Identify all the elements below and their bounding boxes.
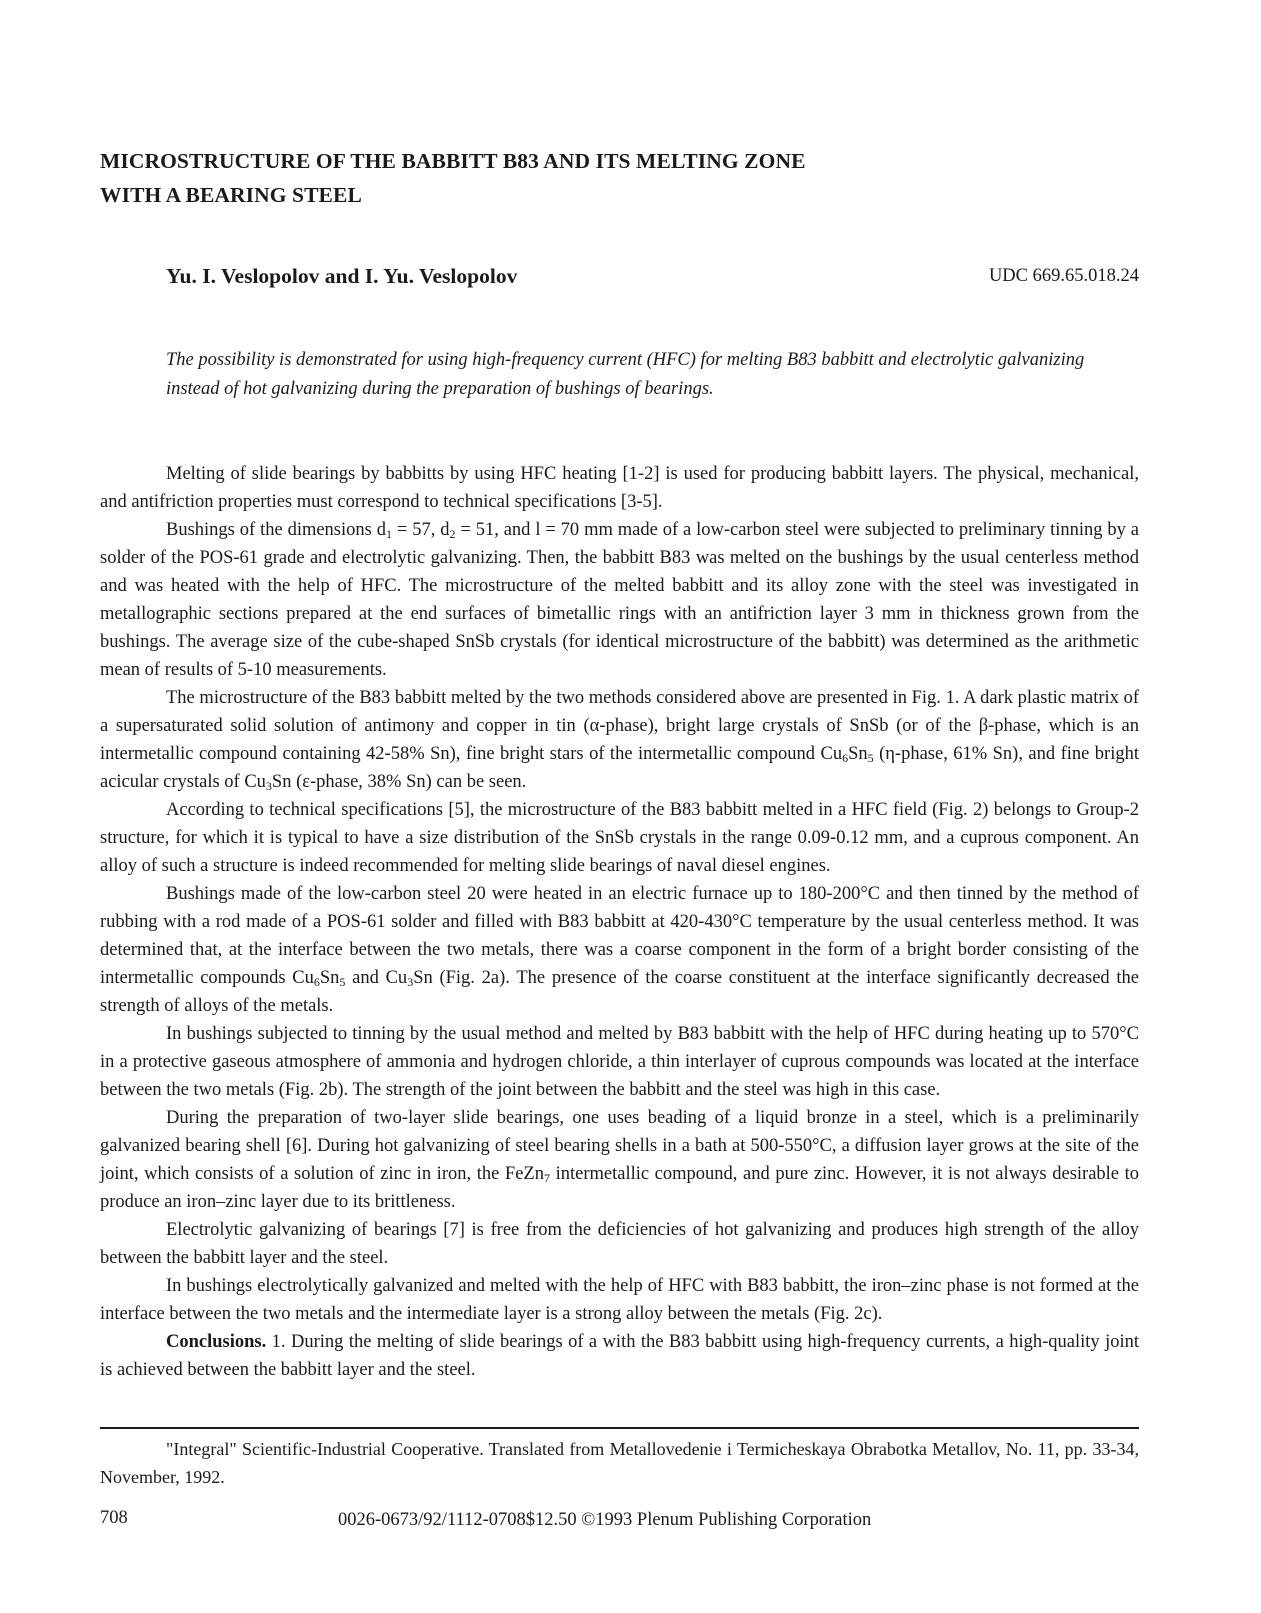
publisher-imprint: 0026-0673/92/1112-0708$12.50 ©1993 Plenum Publishing Corporation	[338, 1510, 872, 1530]
conclusions-heading: Conclusions.	[166, 1332, 267, 1352]
article-title	[100, 144, 1100, 212]
abstract: The possibility is demonstrated for using high-frequency current (HFC) for melting B83 babbitt and electrolytic galvanizing instead of hot galvanizing during the preparation of bushings of bearings.	[166, 350, 1085, 399]
udc-code: UDC 669.65.018.24	[988, 266, 1139, 286]
title-line-2: WITH A BEARING STEEL	[100, 183, 362, 207]
title-line-1: MICROSTRUCTURE OF THE BABBITT B83 AND ITS MELTING ZONE	[100, 149, 806, 173]
authors: Yu. I. Veslopolov and I. Yu. Veslopolov	[166, 264, 518, 288]
conclusions-paragraph: Conclusions. 1. During the melting of slide bearings of a with the B83 babbitt using high-frequency currents, a high-quality joint is achieved between the babbitt layer and the steel.	[100, 1332, 1139, 1380]
paragraph-8: Electrolytic galvanizing of bearings [7] is free from the deficiencies of hot galvanizing and produces high strength of the alloy between the babbitt layer and the steel.	[100, 1220, 1139, 1268]
paragraph-7: During the preparation of two-layer slide bearings, one uses beading of a liquid bronze in a steel, which is a preliminarily galvanized bearing shell [6]. During hot galvanizing of steel bearing shells in a bath at 500-550°C, a diffusion layer grows at the site of the joint, which consists of a solution of zinc in iron, the FeZn$_7$ intermetallic compound, and pure zinc. However, it is not always desirable to produce an iron–zinc layer due to its brittleness.	[100, 1108, 1140, 1212]
paragraph-1: Melting of slide bearings by babbitts by using HFC heating [1-2] is used for producing babbitt layers. The physical, mechanical, and antifriction properties must correspond to technical specifications [3-5].	[100, 464, 1139, 512]
footnote: "Integral" Scientific-Industrial Cooperative. Translated from Metallovedenie i Termicheskaya Obrabotka Metallov, No. 11, pp. 33-34, November, 1992.	[100, 1439, 1139, 1487]
paragraph-2: Bushings of the dimensions $d_1 = 57$, $d_2 = 51$, and l = 70 mm made of a low-carbon steel were subjected to preliminary tinning by a solder of the POS-61 grade and electrolytic galvanizing. Then, the babbitt B83 was melted on the bushings by the usual centerless method and was heated with the help of HFC. The microstructure of the melted babbitt and its alloy zone with the steel was investigated in metallographic sections prepared at the end surfaces of bimetallic rings with an antifriction layer 3 mm in thickness grown from the bushings. The average size of the cube-shaped SnSb crystals (for identical microstructure of the babbitt) was determined as the arithmetic mean of results of 5-10 measurements.	[100, 520, 1139, 680]
page-number: 708	[100, 1508, 128, 1528]
paragraph-4: According to technical specifications [5], the microstructure of the B83 babbitt melted in a HFC field (Fig. 2) belongs to Group-2 structure, for which it is typical to have a size distribution of the SnSb crystals in the range 0.09-0.12 mm, and a cuprous component. An alloy of such a structure is indeed recommended for melting slide bearings of naval diesel engines.	[100, 800, 1139, 876]
paragraph-5: Bushings made of the low-carbon steel 20 were heated in an electric furnace up to 180-200°C and then tinned by the method of rubbing with a rod made of a POS-61 solder and filled with B83 babbitt at 420-430°C temperature by the usual centerless method. It was determined that, at the interface between the two metals, there was a coarse component in the form of a bright border consisting of the intermetallic compounds $Cu_6Sn_5$ and $Cu_3Sn$ (Fig. 2a). The presence of the coarse constituent at the interface significantly decreased the strength of alloys of the metals.	[100, 884, 1139, 1016]
article-body	[100, 460, 1139, 1384]
footnote-divider	[100, 1427, 1139, 1429]
paragraph-3: The microstructure of the B83 babbitt melted by the two methods considered above are presented in Fig. 1. A dark plastic matrix of a supersaturated solid solution of antimony and copper in tin (α-phase), bright large crystals of SnSb (or of the β-phase, which is an intermetallic compound containing 42-58% Sn), fine bright stars of the intermetallic compound $Cu_6Sn_5$ (η-phase, 61% Sn), and fine bright acicular crystals of $Cu_3Sn$ (ε-phase, 38% Sn) can be seen.	[100, 688, 1139, 793]
paragraph-9: In bushings electrolytically galvanized and melted with the help of HFC with B83 babbitt, the iron–zinc phase is not formed at the interface between the two metals and the intermediate layer is a strong alloy between the metals (Fig. 2c).	[100, 1276, 1139, 1324]
paragraph-6: In bushings subjected to tinning by the usual method and melted by B83 babbitt with the help of HFC during heating up to 570°C in a protective gaseous atmosphere of ammonia and hydrogen chloride, a thin interlayer of cuprous compounds was located at the interface between the two metals (Fig. 2b). The strength of the joint between the babbitt and the steel was high in this case.	[100, 1024, 1139, 1100]
